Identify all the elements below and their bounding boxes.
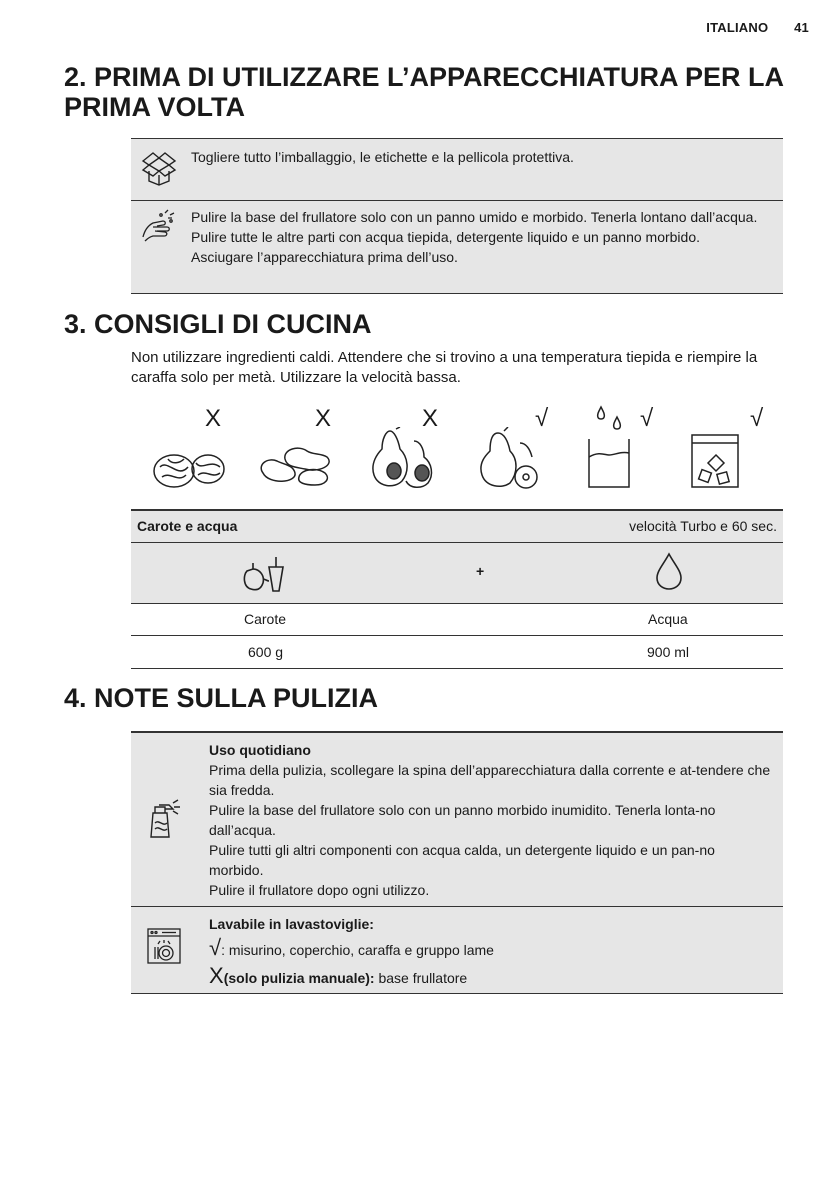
not-allowed-mark: X <box>315 405 332 432</box>
ice-cubes-icon <box>688 433 744 491</box>
not-allowed-mark: X <box>205 405 222 432</box>
avocado-pit-icon <box>372 427 438 491</box>
page-header <box>706 20 809 35</box>
recipe-speed: velocità Turbo e 60 sec. <box>629 518 777 534</box>
allowed-mark: √ <box>750 405 764 432</box>
hand-wash-line <box>209 963 773 988</box>
cross-mark: X <box>209 963 224 988</box>
recipe-header-row <box>131 509 783 543</box>
cooking-tips-intro: Non utilizzare ingredienti caldi. Attendere che si trovino a una temperatura tiepida e riempire la caraffa solo per metà. Utilizzare la velocità bassa. <box>131 349 758 386</box>
section-3-title: 3. CONSIGLI DI CUCINA <box>64 309 372 339</box>
check-mark: √ <box>209 935 222 960</box>
ingredient-quantities-row <box>131 635 783 669</box>
beans-icon <box>255 443 337 489</box>
page-number: 41 <box>794 20 809 35</box>
hand-wash-items: base frullatore <box>374 970 468 986</box>
text-line: Asciugare l’apparecchiatura prima dell’uso. <box>191 249 458 265</box>
ingredient-quantity: 900 ml <box>647 644 690 660</box>
text-line: Pulire la base del frullatore solo con un panno umido e morbido. Tenerla lontano dall’acqua. <box>191 209 758 225</box>
allowed-mark: √ <box>640 405 654 432</box>
wash-hand-icon <box>131 207 187 245</box>
food-item-walnuts <box>150 405 250 495</box>
recipe-name: Carote e acqua <box>137 518 238 534</box>
ingredient-name: Acqua <box>648 611 688 627</box>
fruit-no-pit-icon <box>480 427 546 491</box>
dishwasher-heading: Lavabile in lavastoviglie: <box>209 916 374 932</box>
text-line: Pulire tutte le altre parti con acqua tiepida, detergente liquido e un panno morbido. <box>191 229 701 245</box>
half-filled-jug-icon <box>585 405 645 491</box>
ingredient-names-row <box>131 603 783 635</box>
water-drop-icon <box>653 551 685 594</box>
cleaning-before-use-text <box>191 207 775 267</box>
food-item-fruit <box>480 405 580 495</box>
spray-cleaning-icon <box>131 797 197 839</box>
walnuts-icon <box>150 441 230 491</box>
food-item-avocado <box>372 405 472 495</box>
dishwasher-safe-line <box>209 935 773 960</box>
hand-wash-label: (solo pulizia manuale): <box>223 970 375 986</box>
unpack-text: Togliere tutto l’imballaggio, le etichette e la pellicola protettiva. <box>191 149 574 165</box>
food-item-liquid <box>585 405 685 495</box>
daily-cleaning-text <box>209 740 773 900</box>
package-icon <box>131 147 187 187</box>
ingredient-name: Carote <box>244 611 287 627</box>
allowed-mark: √ <box>535 405 549 432</box>
dishwasher-safe-items: : misurino, coperchio, caraffa e gruppo lame <box>221 942 494 958</box>
food-item-beans <box>255 405 355 495</box>
text-line: Prima della pulizia, scollegare la spina dell’apparecchiatura dalla corrente e at-tendere che sia fredda. <box>209 762 771 798</box>
text-line: Pulire tutti gli altri componenti con acqua calda, un detergente liquido e un pan-no morbido. <box>209 842 715 878</box>
dishwasher-text <box>209 914 773 988</box>
carrots-icon <box>241 553 293 596</box>
text-line: Pulire il frullatore dopo ogni utilizzo. <box>209 882 430 898</box>
unpack-note <box>131 138 783 201</box>
ingredient-quantity: 600 g <box>248 644 284 660</box>
language-label: ITALIANO <box>706 20 769 35</box>
plus-sign: + <box>476 563 485 579</box>
food-item-ice <box>688 405 788 495</box>
dishwasher-note <box>131 906 783 994</box>
dishwasher-icon <box>131 927 197 965</box>
recipe-icons-row <box>131 542 783 603</box>
section-4-title: 4. NOTE SULLA PULIZIA <box>64 683 379 713</box>
cleaning-before-use-note <box>131 200 783 294</box>
daily-cleaning-heading: Uso quotidiano <box>209 742 311 758</box>
section-2-title: 2. PRIMA DI UTILIZZARE L’APPARECCHIATURA PER LA PRIMA VOLTA <box>64 62 784 122</box>
text-line: Pulire la base del frullatore solo con un panno morbido inumidito. Tenerla lonta-no dall’acqua. <box>209 802 716 838</box>
not-allowed-mark: X <box>422 405 439 432</box>
daily-cleaning-note <box>131 731 783 907</box>
